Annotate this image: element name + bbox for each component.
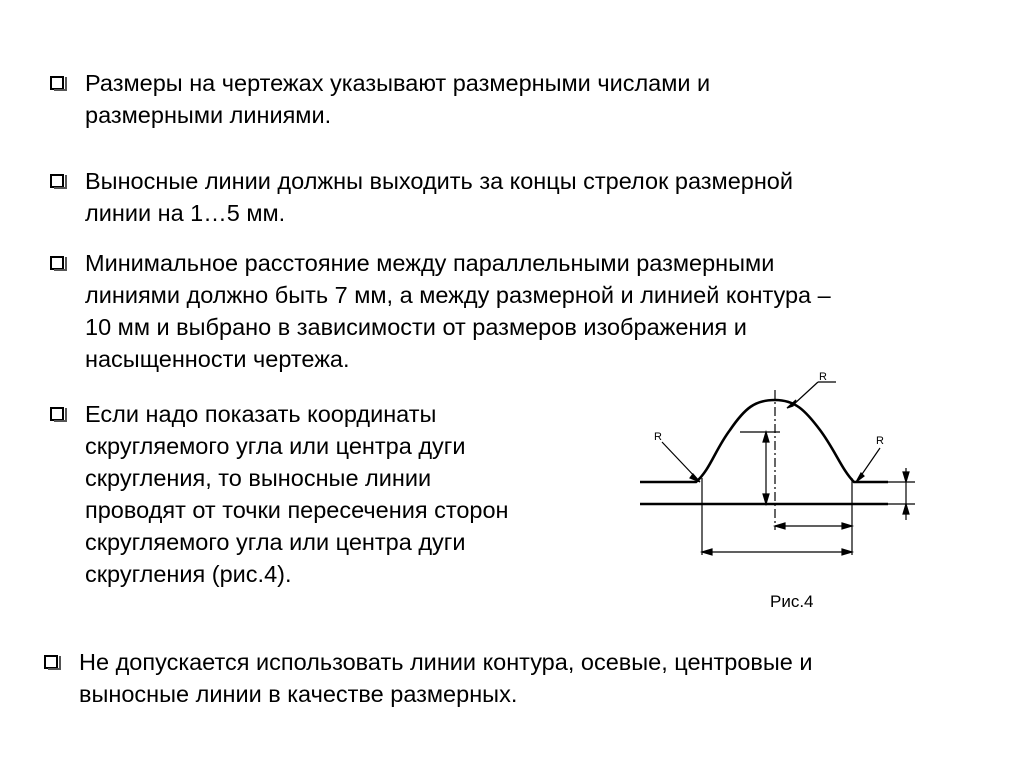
checkbox-bullet-icon <box>44 655 58 669</box>
arrow-thickness-top <box>903 472 909 482</box>
checkbox-bullet-icon <box>50 407 64 421</box>
figure-caption: Рис.4 <box>770 592 814 611</box>
bullet-text: Размеры на чертежах указывают размерными числами и размерными линиями. <box>85 70 711 128</box>
arrow-height-bottom <box>763 494 769 504</box>
bullet-text: Не допускается использовать линии контура, осевые, центровые и выносные линии в качестве размерных. <box>79 649 813 707</box>
label-r-top: R <box>819 371 827 383</box>
checkbox-bullet-icon <box>50 174 64 188</box>
arrow-r-right <box>856 473 864 482</box>
checkbox-bullet-icon <box>50 256 64 270</box>
bullet-text: Если надо показать координаты скругляемого угла или центра дуги скругления, то выносные линии проводят от точки пересечения сторон скругляемого угла или центра дуги скругления (рис.4). <box>85 401 509 587</box>
arrow-half-left <box>775 523 785 529</box>
bullet-item-5 <box>44 646 994 710</box>
arrow-thickness-bottom <box>903 504 909 514</box>
arrow-full-right <box>842 549 852 555</box>
label-r-right: R <box>876 435 884 447</box>
label-r-left: R <box>654 431 662 443</box>
bullet-text: Минимальное расстояние между параллельными размерными линиями должно быть 7 мм, а между размерной и линией контура – 10 мм и выбрано в зависимости от размеров изображения и насыщенности чертежа. <box>85 250 831 372</box>
rounded-corner-drawing <box>630 370 920 600</box>
leader-r-top <box>793 382 818 405</box>
bullet-item-1 <box>50 67 950 131</box>
arrow-height-top <box>763 432 769 442</box>
arrow-full-left <box>702 549 712 555</box>
arrow-half-right <box>842 523 852 529</box>
figure-4 <box>630 370 920 640</box>
bullet-item-3 <box>50 247 990 375</box>
bullet-text: Выносные линии должны выходить за концы стрелок размерной линии на 1…5 мм. <box>85 168 794 226</box>
bullet-item-4 <box>50 398 610 590</box>
bullet-item-2 <box>50 165 980 229</box>
checkbox-bullet-icon <box>50 76 64 90</box>
